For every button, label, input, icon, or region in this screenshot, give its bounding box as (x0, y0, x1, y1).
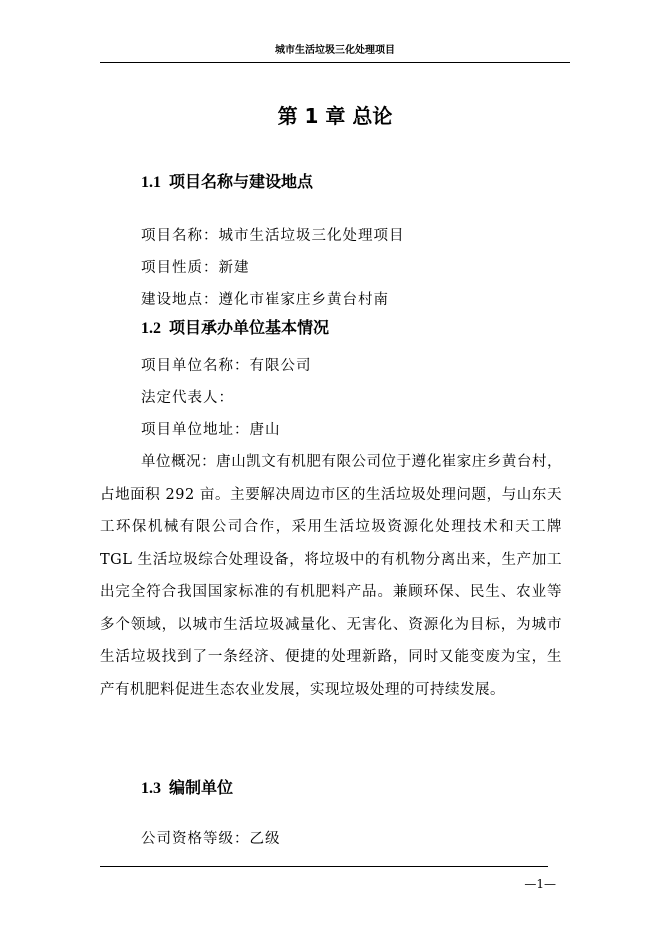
project-nature-line: 项目性质：新建 (141, 260, 250, 276)
section-title: 编制单位 (169, 778, 234, 797)
project-name-line: 项目名称：城市生活垃圾三化处理项目 (141, 228, 405, 244)
footer-rule (100, 866, 548, 867)
unit-name-line: 项目单位名称：有限公司 (141, 358, 312, 374)
page-number: —1— (524, 877, 556, 891)
section-number: 1.1 (141, 174, 161, 191)
section-heading-1-3 (141, 778, 233, 799)
section-heading-1-1 (141, 172, 313, 193)
section-number: 1.3 (141, 780, 161, 797)
qualification-line: 公司资格等级：乙级 (141, 831, 281, 847)
section-title: 项目承办单位基本情况 (169, 318, 330, 337)
legal-rep-line: 法定代表人： (141, 390, 234, 406)
unit-address-line: 项目单位地址：唐山 (141, 422, 281, 438)
header-rule (100, 62, 570, 63)
construction-site-line: 建设地点：遵化市崔家庄乡黄台村南 (141, 292, 389, 308)
company-overview-paragraph: 单位概况：唐山凯文有机肥有限公司位于遵化崔家庄乡黄台村，占地面积 292 亩。主要解决周边市区的生活垃圾处理问题，与山东天工环保机械有限公司合作，采用生活垃圾资源化处理技术和天工牌 TGL 生活垃圾综合处理设备，将垃圾中的有机物分离出来，生产加工出完全符合我国国家标准的有机肥料产品。兼顾环保、民生、农业等多个领域，以城市生活垃圾减量化、无害化、资源化为目标，为城市生活垃圾找到了一条经济、便捷的处理新路，同时又能变废为宝，生产有机肥料促进生态农业发展，实现垃圾处理的可持续发展。 (100, 454, 562, 698)
section-number: 1.2 (141, 320, 161, 337)
chapter-title: 第 1 章 总论 (277, 104, 393, 128)
section-heading-1-2 (141, 318, 329, 339)
section-title: 项目名称与建设地点 (169, 172, 314, 191)
page-header: 城市生活垃圾三化处理项目 (275, 45, 395, 56)
